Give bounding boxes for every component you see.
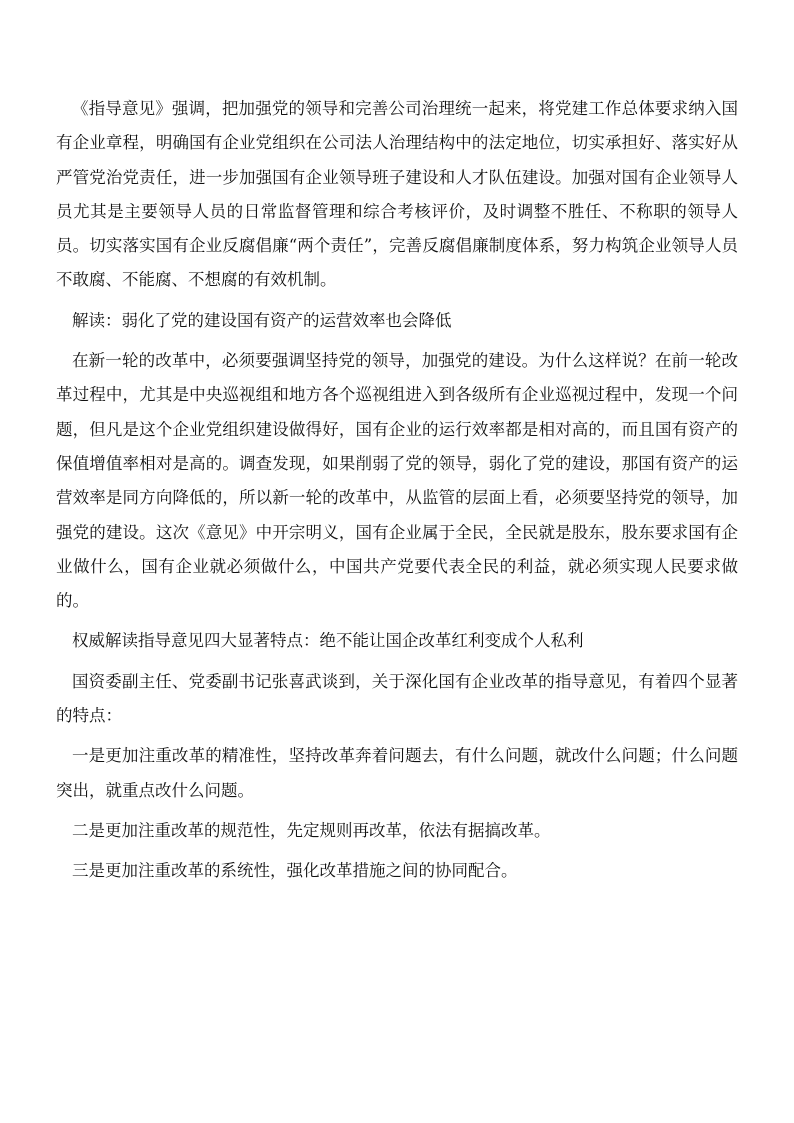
document-page [56,92,738,895]
paragraph-feature-one: 一是更加注重改革的精准性，坚持改革奔着问题去，有什么问题，就改什么问题；什么问题突出，就重点改什么问题。 [56,746,738,800]
heading-interpretation: 解读：弱化了党的建设国有资产的运营效率也会降低 [72,310,452,330]
paragraph-party-leadership: 在新一轮的改革中，必须要强调坚持党的领导，加强党的建设。为什么这样说？在前一轮改革过程中，尤其是中央巡视组和地方各个巡视组进入到各级所有企业巡视过程中，发现一个问题，但凡是这个企业党组织建设做得好，国有企业的运行效率都是相对高的，而且国有资产的保值增值率相对是高的。调查发现，如果削弱了党的领导，弱化了党的建设，那国有资产的运营效率是同方向降低的，所以新一轮的改革中，从监管的层面上看，必须要坚持党的领导，加强党的建设。这次《意见》中开宗明义，国有企业属于全民，全民就是股东，股东要求国有企业做什么，国有企业就必须做什么，中国共产党要代表全民的利益，就必须实现人民要求做的。 [56,351,738,611]
paragraph-sasac-remarks: 国资委副主任、党委副书记张喜武谈到，关于深化国有企业改革的指导意见，有着四个显著的特点： [56,671,738,726]
paragraph-guidance-emphasis: 《指导意见》强调，把加强党的领导和完善公司治理统一起来，将党建工作总体要求纳入国有企业章程，明确国有企业党组织在公司法人治理结构中的法定地位，切实承担好、落实好从严管党治党责任，进一步加强国有企业领导班子建设和人才队伍建设。加强对国有企业领导人员尤其是主要领导人员的日常监督管理和综合考核评价，及时调整不胜任、不称职的领导人员。切实落实国有企业反腐倡廉“两个责任”，完善反腐倡廉制度体系，努力构筑企业领导人员不敢腐、不能腐、不想腐的有效机制。 [56,99,738,290]
paragraph-feature-three: 三是更加注重改革的系统性，强化改革措施之间的协同配合。 [72,861,518,881]
heading-four-features: 权威解读指导意见四大显著特点：绝不能让国企改革红利变成个人私利 [72,631,584,651]
paragraph-feature-two: 二是更加注重改革的规范性，先定规则再改革，依法有据搞改革。 [72,820,551,840]
